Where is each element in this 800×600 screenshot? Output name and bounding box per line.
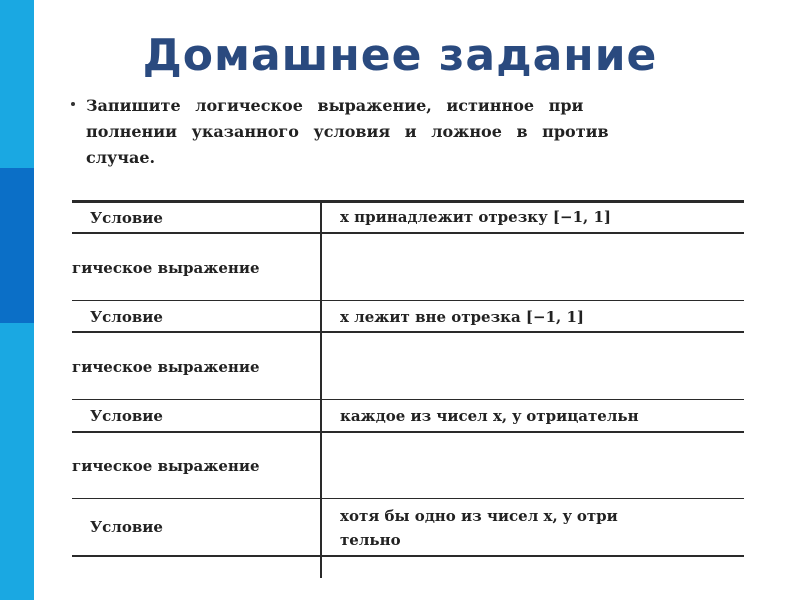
table-rule xyxy=(72,232,744,234)
task-text xyxy=(86,93,750,173)
table-rule xyxy=(72,200,744,203)
table-cell: хотя бы одно из чисел x, y отри xyxy=(340,507,618,525)
table-divider xyxy=(320,200,322,578)
table-cell: Условие xyxy=(90,209,163,227)
bullet-icon xyxy=(71,102,75,106)
table-cell: гическое выражение xyxy=(72,457,260,475)
task-line: Запишите логическое выражение, истинное при xyxy=(86,96,584,115)
conditions-table xyxy=(72,200,744,580)
table-rule xyxy=(72,431,744,433)
table-cell: x принадлежит отрезку [−1, 1] xyxy=(340,208,612,226)
table-cell: каждое из чисел x, y отрицательн xyxy=(340,407,639,425)
slide-title: Домашнее задание xyxy=(142,30,658,81)
task-line: полнении указанного условия и ложное в против xyxy=(86,122,609,141)
table-rule xyxy=(72,399,744,400)
table-cell: x лежит вне отрезка [−1, 1] xyxy=(340,308,584,326)
table-rule xyxy=(72,331,744,333)
table-cell: гическое выражение xyxy=(72,358,260,376)
table-cell: Условие xyxy=(90,518,163,536)
sidebar-accent xyxy=(0,168,34,323)
table-cell: гическое выражение xyxy=(72,259,260,277)
table-cell: Условие xyxy=(90,308,163,326)
table-rule xyxy=(72,300,744,301)
table-rule xyxy=(72,555,744,557)
table-rule xyxy=(72,498,744,499)
task-line: случае. xyxy=(86,148,156,167)
table-cell: тельно xyxy=(340,531,401,549)
table-cell: Условие xyxy=(90,407,163,425)
